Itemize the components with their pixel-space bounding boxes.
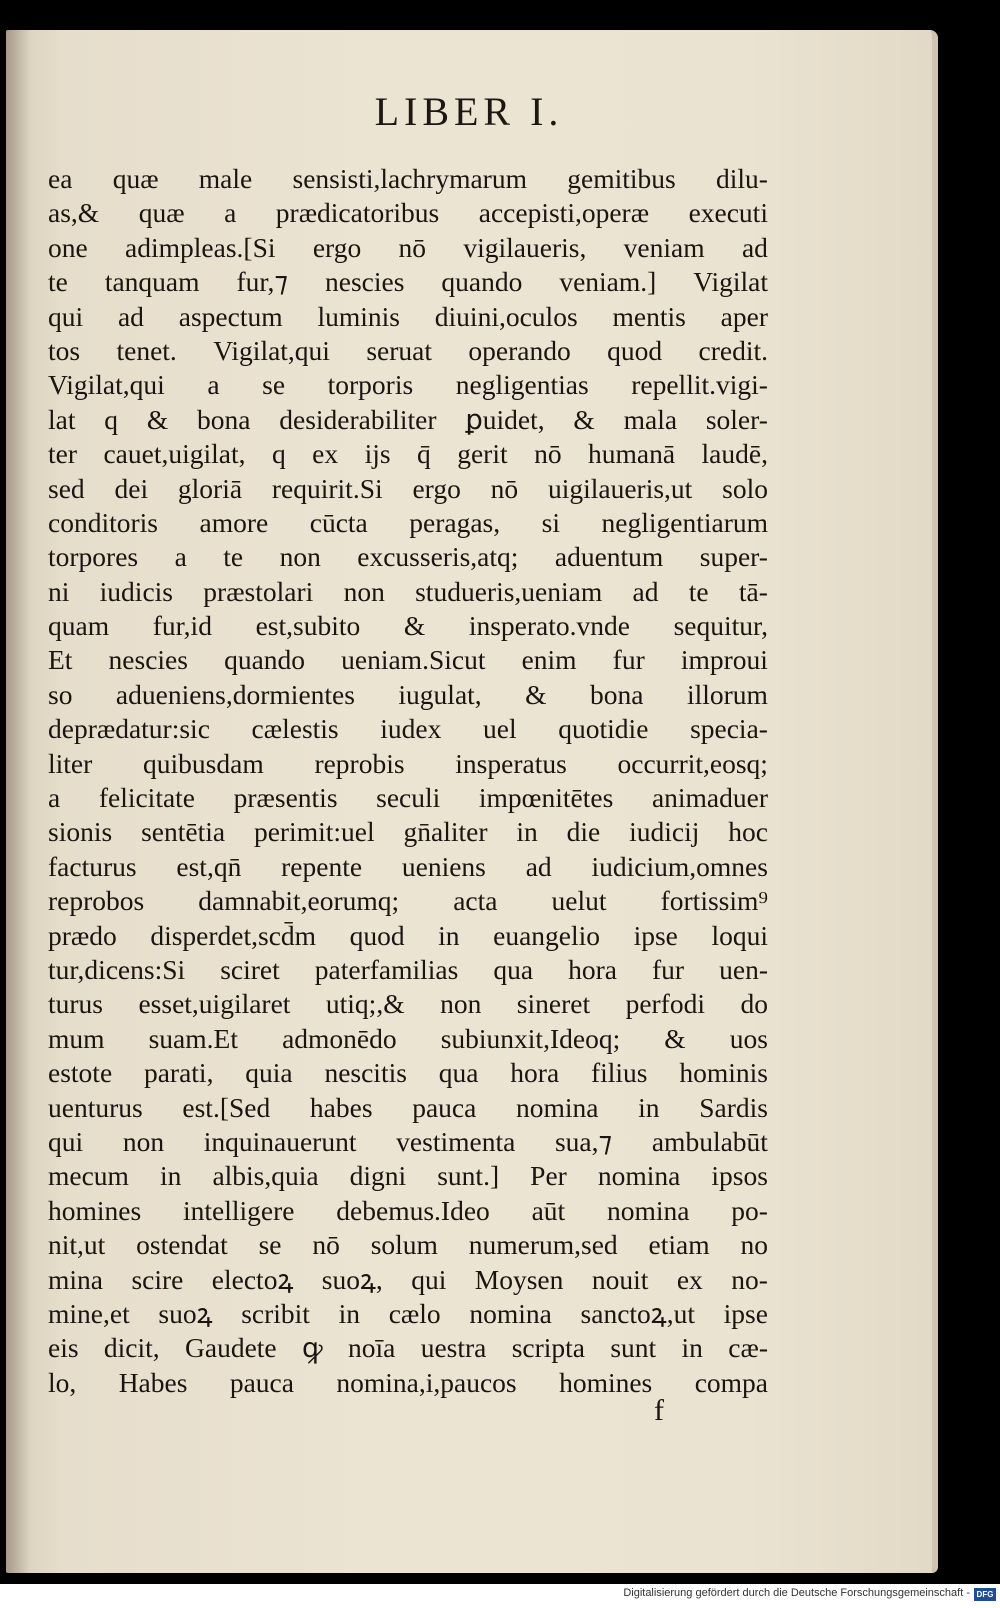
text-line: reprobos damnabit,eorumq; acta uelut fortissim⁹ [48,885,768,917]
text-line: Vigilat,qui a se torporis negligentias repellit.vigi- [48,369,768,401]
text-line: tur,dicens:Si sciret paterfamilias qua hora fur uen- [48,953,768,985]
text-line: one adimpleas.[Si ergo nō vigilaueris, veniam ad [48,231,768,263]
text-line: ter cauet,uigilat, q ex ijs q̄ gerit nō humanā laudē, [48,438,768,470]
text-line: qui ad aspectum luminis diuini,oculos mentis aper [48,300,768,332]
text-line: a felicitate præsentis seculi impœnitētes animaduer [48,782,768,814]
footer-credit-text: Digitalisierung gefördert durch die Deutsche Forschungsgemeinschaft - [623,1587,970,1599]
text-line: estote parati, quia nescitis qua hora filius hominis [48,1057,768,1089]
signature-mark: f [654,1394,664,1427]
text-line: sed dei gloriā requirit.Si ergo nō uigilaueris,ut solo [48,472,768,504]
text-line: Et nescies quando ueniam.Sicut enim fur improui [48,644,768,676]
text-line: nit,ut ostendat se nō solum numerum,sed etiam no [48,1229,768,1261]
text-line: quam fur,id est,subito & insperato.vnde sequitur, [48,610,768,642]
text-line: mum suam.Et admonēdo subiunxit,Ideoq; & uos [48,1022,768,1054]
text-line: prædo disperdet,scd̄m quod in euangelio ipse loqui [48,919,768,951]
text-line: liter quibusdam reprobis insperatus occurrit,eosq; [48,747,768,779]
digitization-footer [0,1584,1000,1608]
text-line: qui non inquinauerunt vestimenta sua,⁊ ambulabūt [48,1125,768,1157]
text-line: tos tenet. Vigilat,qui seruat operando quod credit. [48,334,768,366]
text-line: lo, Habes pauca nomina,i,paucos homines compa [48,1366,768,1398]
text-line: uenturus est.[Sed habes pauca nomina in Sardis [48,1091,768,1123]
gutter-shadow [6,30,30,1573]
running-head: LIBER I. [374,89,564,134]
text-line: torpores a te non excusseris,atq; aduentum super- [48,541,768,573]
body-text [48,162,768,1400]
text-line: ea quæ male sensisti,lachrymarum gemitibus dilu- [48,163,768,194]
text-line: deprædatur:sic cælestis iudex uel quotidie specia- [48,713,768,745]
dfg-logo: DFG [974,1588,996,1601]
text-line: sionis sentētia perimit:uel gn̄aliter in die iudicij hoc [48,816,768,848]
text-line: facturus est,qn̄ repente ueniens ad iudicium,omnes [48,850,768,882]
text-line: mine,et suoꝝ scribit in cælo nomina sanctoꝝ,ut ipse [48,1297,768,1329]
text-line: so adueniens,dormientes iugulat, & bona illorum [48,678,768,710]
text-line: conditoris amore cūcta peragas, si negligentiarum [48,506,768,538]
text-line: ni iudicis præstolari non studueris,ueniam ad te tā- [48,575,768,607]
text-line: mecum in albis,quia digni sunt.] Per nomina ipsos [48,1160,768,1192]
text-line: as,& quæ a prædicatoribus accepisti,operæ executi [48,197,768,229]
text-line: lat q & bona desiderabiliter ꝑuidet, & mala soler- [48,403,768,435]
text-line: eis dicit, Gaudete ꝙ noīa uestra scripta sunt in cæ- [48,1332,768,1364]
text-line: turus esset,uigilaret utiq;,& non sineret perfodi do [48,988,768,1020]
text-line: te tanquam fur,⁊ nescies quando veniam.] Vigilat [48,266,768,298]
text-line: mina scire electoꝝ suoꝝ, qui Moysen nouit ex no- [48,1263,768,1295]
text-line: homines intelligere debemus.Ideo aūt nomina po- [48,1194,768,1226]
book-page [6,30,938,1573]
